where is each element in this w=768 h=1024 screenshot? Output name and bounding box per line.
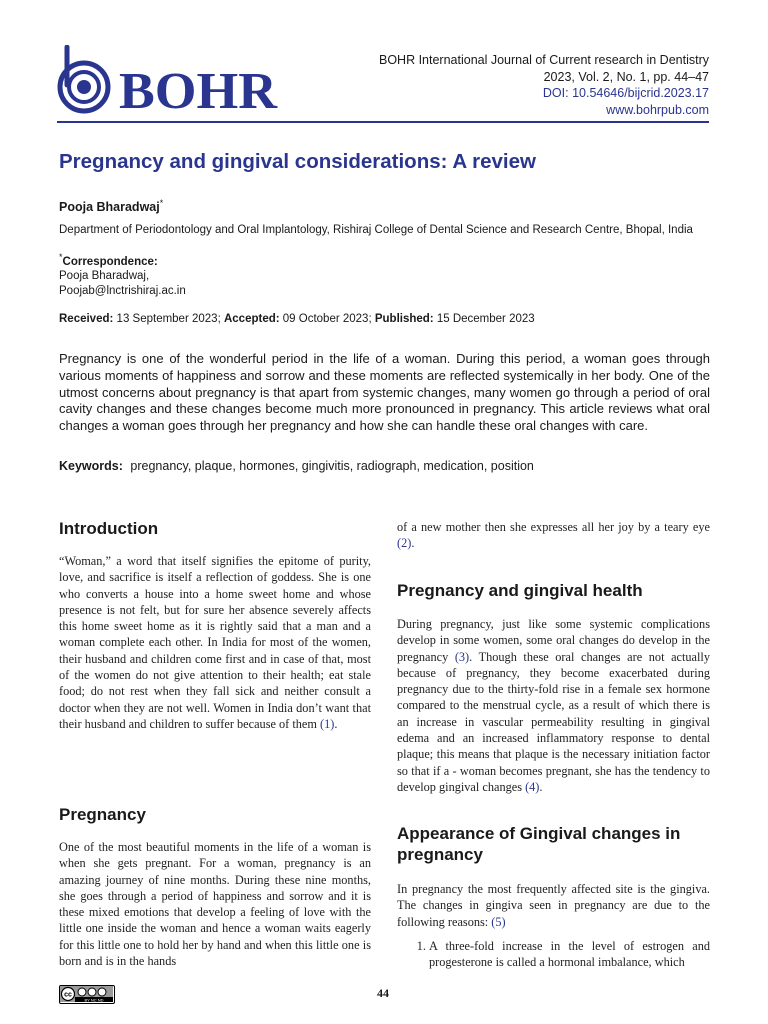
keywords-list: pregnancy, plaque, hormones, gingivitis, radiograph, medication, position [130,459,534,473]
pregnancy-cont-end: . [411,536,415,551]
citation-5[interactable]: (5) [491,914,506,929]
svg-text:cc: cc [64,991,72,999]
citation-2[interactable]: (2) [397,536,412,551]
accepted-date: 09 October 2023; [282,313,372,325]
bohr-logo[interactable] [57,45,287,115]
heading-gingival-health: Pregnancy and gingival health [397,581,643,600]
journal-info [289,52,709,118]
pregnancy-text: One of the most beautiful moments in the life of a woman is when she gets pregnant. For a woman, pregnancy is an amazing journey of nine months. During these nine months, she goes through a period of happiness and sorrow and it is these mixed emotions that develop a feeling of love with the little one inside the woman and hence a woman waits eagerly for this little one to hold her by hand and when this little one is born and is in the hands [59,840,371,969]
author-mark: * [159,198,164,208]
doi-link[interactable]: DOI: 10.54646/bijcrid.2023.17 [542,86,709,100]
page-number: 44 [377,986,389,1000]
author-line [59,198,163,214]
reason-item: 1. A three-fold increase in the level of estrogen and progesterone is called a hormonal imbalance, which [429,938,710,971]
correspondence-email[interactable]: Poojab@lnctrishiraj.ac.in [59,284,186,297]
author-name: Pooja Bharadwaj [59,200,160,215]
received-date: 13 September 2023; [116,313,221,325]
introduction-text [59,553,371,732]
correspondence-label: Correspondence: [62,255,158,268]
license-text: BY NC ND [84,997,104,1002]
appearance-body: In pregnancy the most frequently affected site is the gingiva. The changes in gingiva seen in pregnancy are due to the following reasons: [397,882,710,929]
published-date: 15 December 2023 [436,313,535,325]
appearance-text [397,881,710,930]
cc-license-icon [60,986,113,1002]
correspondence-mark: * [59,252,63,262]
gingival-health-text [397,616,710,795]
citation-3[interactable]: (3) [454,649,470,664]
gingival-health-body-b: . Though these oral changes are not actually because of pregnancy, they become exacerbated during pregnancy due to the thirty-fold rise in a female sex hormone compared to the menstrual cycle, as a result of which there is an increase in vascular permeability resulting in gingival edema and an increased inflammatory response to dental plaque; this means that plaque is the necessary initiation factor so that if a - woman becomes pregnant, she has the tendency to develop gingival changes [397,649,710,794]
pregnancy-text-continued [397,519,710,552]
abstract: Pregnancy is one of the wonderful period in the life of a woman. During this period, a woman goes through various moments of happiness and sorrow and these moments are reflected systemically in her body. One of the utmost concerns about pregnancy is that apart from systemic changes, many women go through a period of oral cavity changes and these changes become much more pronounced in pregnancy. This article reviews what oral changes a woman goes through her pregnancy and how she can handle these oral changes with care. [59,351,710,434]
heading-pregnancy: Pregnancy [59,805,146,824]
brand-name: BOHR [119,63,279,115]
affiliation: Department of Periodontology and Oral Implantology, Rishiraj College of Dental Science and Research Centre, Bhopal, India [59,224,693,236]
keywords [59,459,710,473]
heading-introduction: Introduction [59,519,159,538]
correspondence-name: Pooja Bharadwaj, [59,270,150,283]
journal-volume: 2023, Vol. 2, No. 1, pp. 44–47 [543,69,709,84]
received-label: Received: [59,313,114,325]
gingival-health-body-a: During pregnancy, just like some systemic complications develop in some women, some oral changes do develop in the pregnancy [397,617,710,664]
article-dates [59,313,709,325]
keywords-label: Keywords: [59,459,123,473]
pregnancy-cont-body: of a new mother then she expresses all her joy by a teary eye [397,520,710,534]
gingival-health-end: . [539,779,543,794]
heading-appearance: Appearance of Gingival changes in pregnancy [397,824,681,864]
introduction-body: “Woman,” a word that itself signifies the epitome of purity, love, and sacrifice is itself a reflection of goddess. She is one who converts a house into a home sweet home and whose presence is not felt, but for sure her absence severely affects this home sweet home as it is rightly said that a man and a woman complete each other. In India for most of the women, their husband and children come first and in case of that, most of the women do not give attention to their health; eat stale food; do not rest when they fall sick and neither consult a doctor when they are not well. Women in India don’t want that their husband and children to suffer because of them [59,554,371,731]
citation-1[interactable]: (1) [320,716,335,731]
introduction-end: . [334,716,338,731]
journal-name: BOHR International Journal of Current research in Dentistry [378,53,709,67]
published-label: Published: [374,313,434,325]
citation-4[interactable]: (4) [525,779,540,794]
header-divider [57,121,709,123]
accepted-label: Accepted: [223,313,280,325]
article-title: Pregnancy and gingival considerations: A review [59,150,536,173]
website-link[interactable]: www.bohrpub.com [606,102,709,117]
bohr-logo-icon [57,45,287,115]
correspondence-block [59,250,459,298]
cc-by-nc-nd-icon[interactable] [59,985,115,1004]
reasons-list [397,938,710,971]
